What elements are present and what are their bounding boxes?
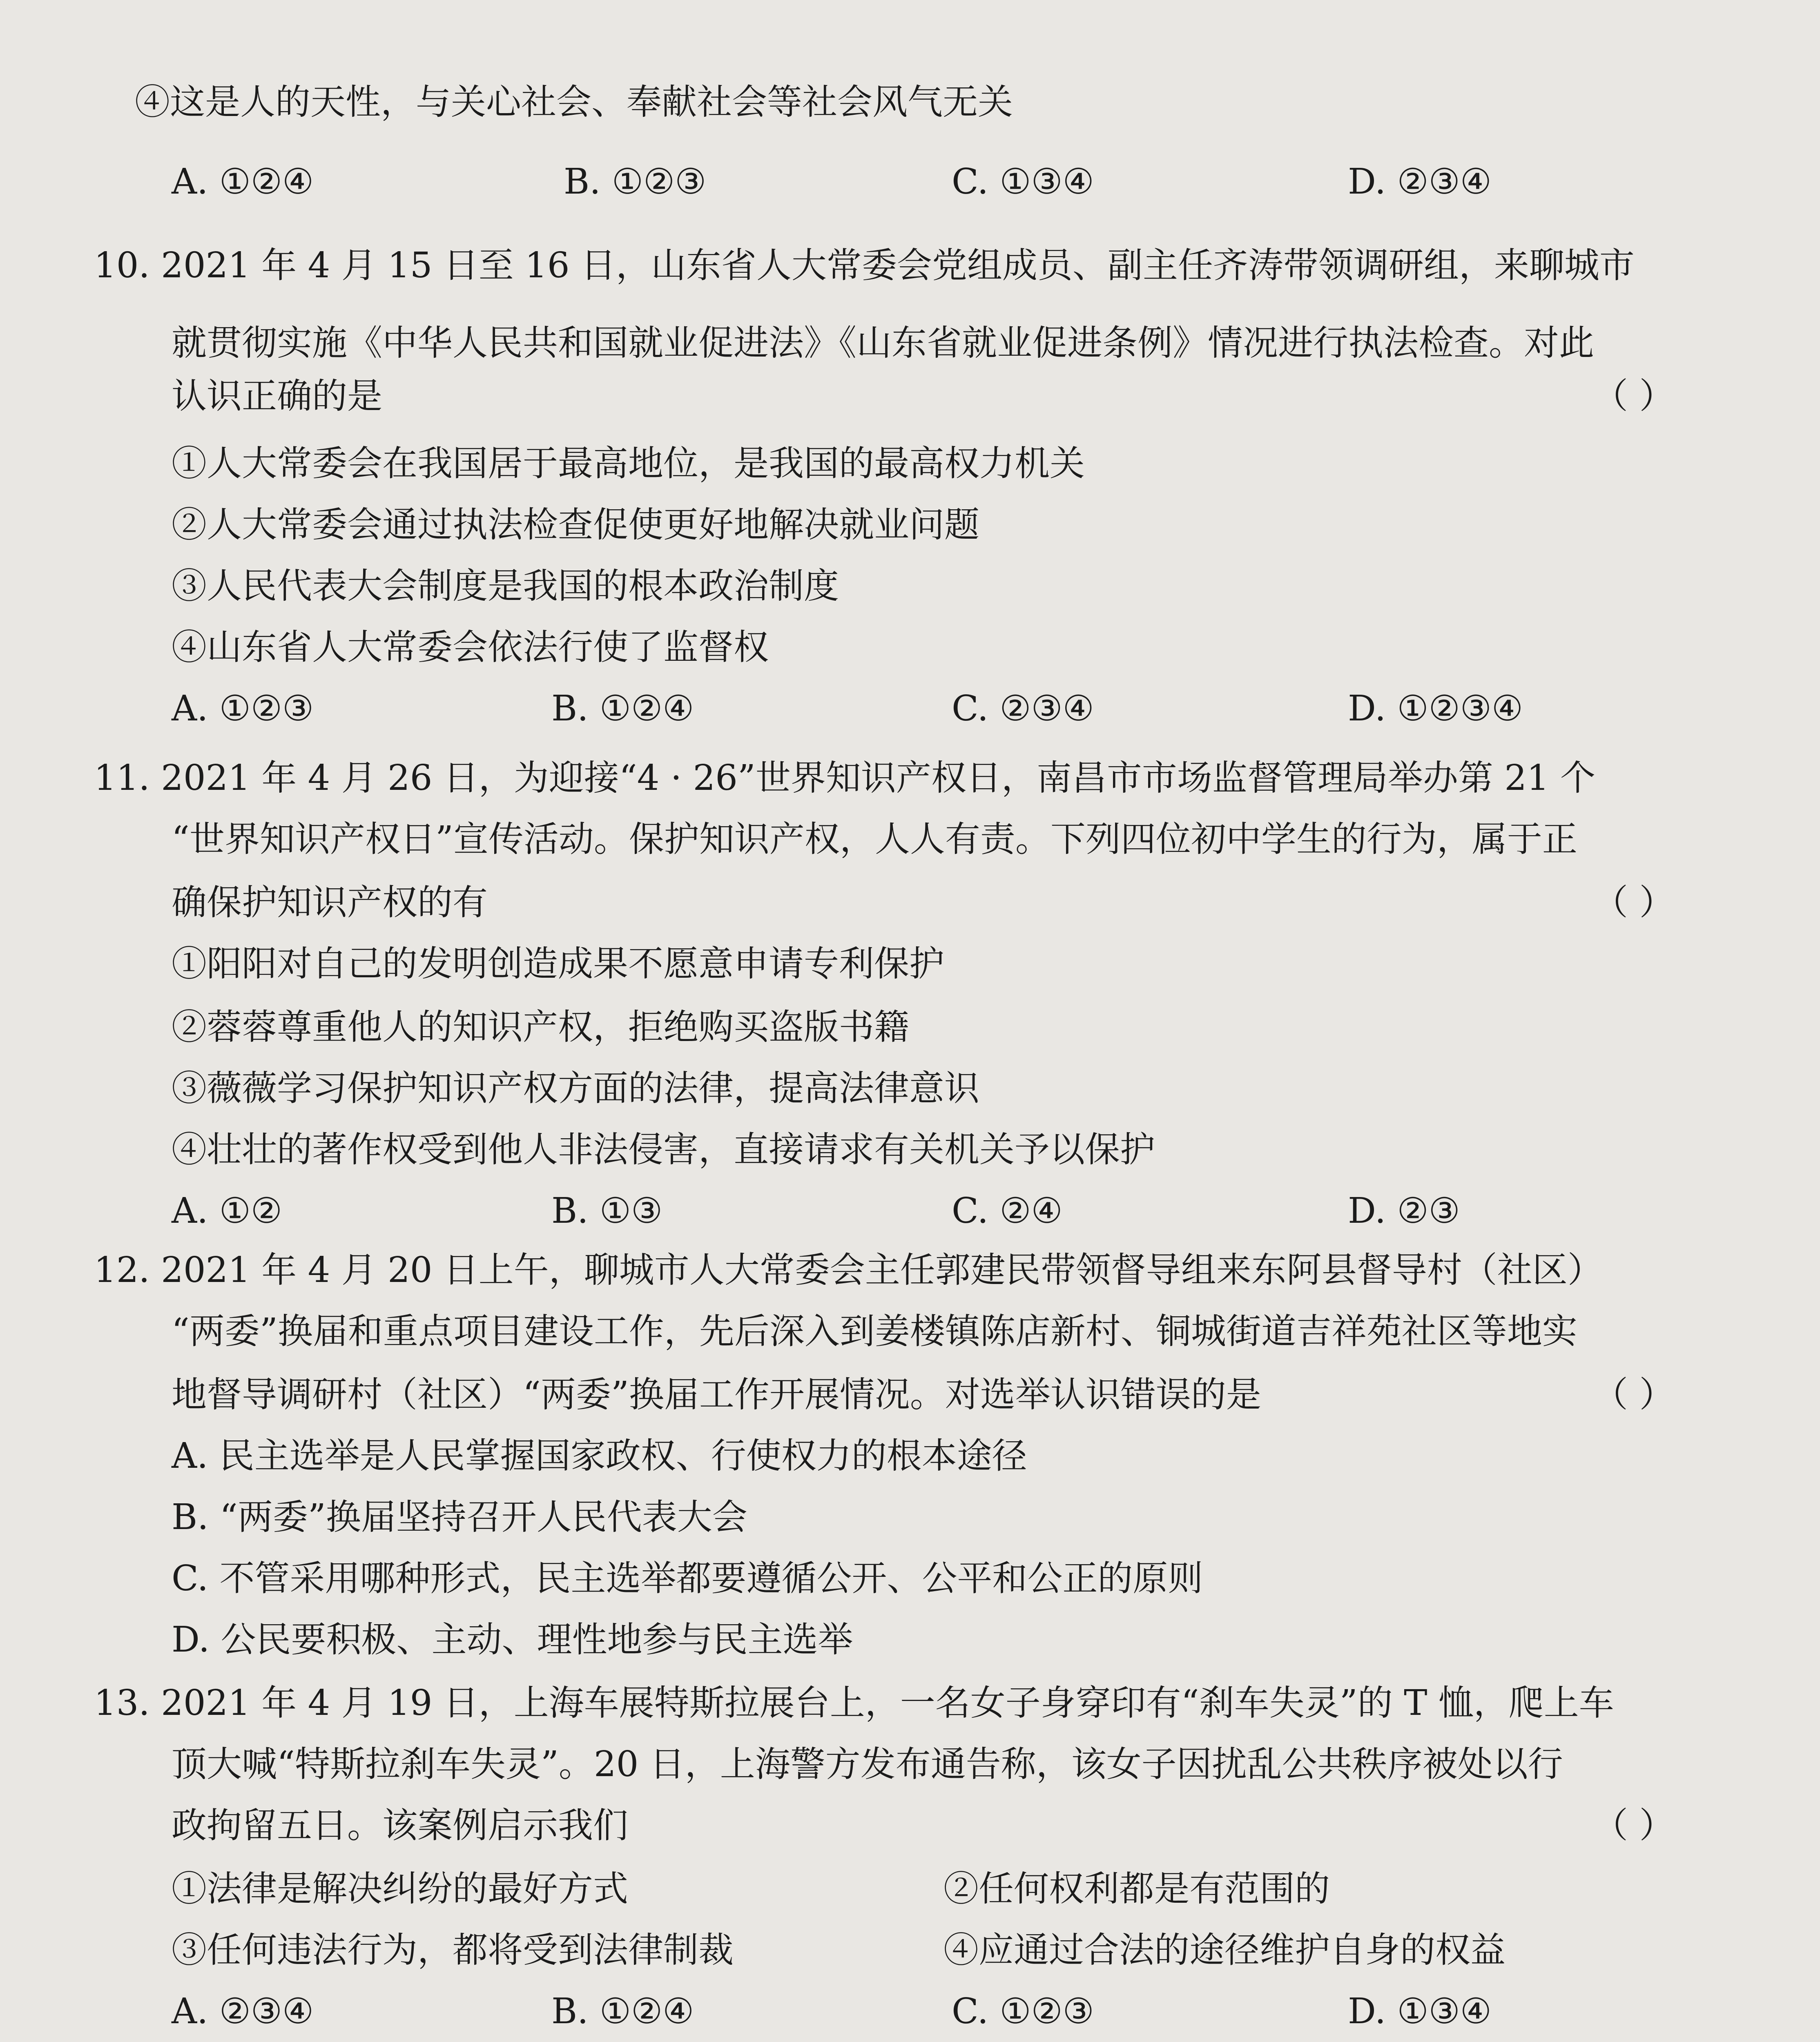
q12-stem-line-3: 地督导调研村（社区）“两委”换届工作开展情况。对选举认识错误的是 (172, 1374, 1261, 1415)
q13-statement-3: ③任何违法行为，都将受到法律制裁 (172, 1930, 734, 1971)
q13-option-a: A. ②③④ (172, 1991, 314, 2032)
q9-option-b: B. ①②③ (564, 161, 707, 202)
q10-statement-2: ②人大常委会通过执法检查促使更好地解决就业问题 (172, 504, 979, 545)
q11-statement-2: ②蓉蓉尊重他人的知识产权，拒绝购买盗版书籍 (172, 1007, 909, 1048)
q12-stem-line-2: “两委”换届和重点项目建设工作，先后深入到姜楼镇陈店新村、铜城街道吉祥苑社区等地实 (172, 1311, 1577, 1352)
q9-option-c: C. ①③④ (952, 161, 1094, 202)
q13-options (172, 1987, 1764, 2036)
q9-statement-4: ④这是人的天性，与关心社会、奉献社会等社会风气无关 (135, 82, 1013, 123)
q9-option-d: D. ②③④ (1348, 161, 1492, 202)
q11-stem-line-2: “世界知识产权日”宣传活动。保护知识产权，人人有责。下列四位初中学生的行为，属于正 (172, 819, 1577, 860)
q10-answer-bracket: （ ） (1593, 376, 1675, 417)
q11-statement-1: ①阳阳对自己的发明创造成果不愿意申请专利保护 (172, 943, 944, 984)
q10-option-a: A. ①②③ (172, 688, 314, 729)
q10-options (172, 684, 1764, 733)
q11-answer-bracket: （ ） (1593, 882, 1675, 923)
q12-option-a: A. 民主选举是人民掌握国家政权、行使权力的根本途径 (172, 1436, 1027, 1476)
q10-stem-line-3: 认识正确的是 (172, 376, 382, 417)
q13-statement-1: ①法律是解决纠纷的最好方式 (172, 1868, 628, 1909)
q13-option-b: B. ①②④ (551, 1991, 694, 2032)
q10-statement-3: ③人民代表大会制度是我国的根本政治制度 (172, 566, 839, 606)
q12-answer-bracket: （ ） (1593, 1374, 1675, 1415)
q10-option-b: B. ①②④ (551, 688, 694, 729)
q11-option-c: C. ②④ (952, 1190, 1063, 1231)
q11-stem-line-1: 11. 2021 年 4 月 26 日，为迎接“4 · 26”世界知识产权日，南昌市市场监督管理局举办第 21 个 (94, 758, 1595, 798)
q10-statement-4: ④山东省人大常委会依法行使了监督权 (172, 627, 769, 668)
q13-option-d: D. ①③④ (1348, 1991, 1492, 2032)
q13-stem-line-1: 13. 2021 年 4 月 19 日，上海车展特斯拉展台上，一名女子身穿印有“刹车失灵”的 T 恤，爬上车 (94, 1683, 1614, 1723)
q11-stem-line-3: 确保护知识产权的有 (172, 882, 488, 923)
q10-option-c: C. ②③④ (952, 688, 1094, 729)
q11-options (172, 1186, 1764, 1235)
q11-statement-3: ③薇薇学习保护知识产权方面的法律，提高法律意识 (172, 1068, 979, 1109)
q13-stem-line-2: 顶大喊“特斯拉刹车失灵”。20 日，上海警方发布通告称，该女子因扰乱公共秩序被处以行 (172, 1744, 1563, 1785)
q12-option-c: C. 不管采用哪种形式，民主选举都要遵循公开、公平和公正的原则 (172, 1558, 1203, 1599)
q11-option-d: D. ②③ (1348, 1190, 1460, 1231)
q13-option-c: C. ①②③ (952, 1991, 1094, 2032)
q12-option-d: D. 公民要积极、主动、理性地参与民主选举 (172, 1619, 853, 1660)
q12-stem-line-1: 12. 2021 年 4 月 20 日上午，聊城市人大常委会主任郭建民带领督导组来东阿县督导村（社区） (94, 1250, 1603, 1291)
q9-option-a: A. ①②④ (172, 161, 314, 202)
q13-statement-4: ④应通过合法的途径维护自身的权益 (943, 1930, 1506, 1971)
q13-stem-line-3: 政拘留五日。该案例启示我们 (172, 1805, 628, 1846)
q11-statement-4: ④壮壮的著作权受到他人非法侵害，直接请求有关机关予以保护 (172, 1129, 1155, 1170)
q10-option-d: D. ①②③④ (1348, 688, 1523, 729)
q9-options (172, 157, 1764, 206)
q13-answer-bracket: （ ） (1593, 1805, 1675, 1846)
q10-statement-1: ①人大常委会在我国居于最高地位，是我国的最高权力机关 (172, 443, 1085, 484)
q11-option-b: B. ①③ (551, 1190, 663, 1231)
q13-statement-2: ②任何权利都是有范围的 (943, 1868, 1330, 1909)
q12-option-b: B. “两委”换届坚持召开人民代表大会 (172, 1497, 747, 1538)
q10-stem-line-2: 就贯彻实施《中华人民共和国就业促进法》《山东省就业促进条例》情况进行执法检查。对此 (172, 323, 1594, 363)
q10-stem-line-1: 10. 2021 年 4 月 15 日至 16 日，山东省人大常委会党组成员、副主任齐涛带领调研组，来聊城市 (94, 245, 1635, 286)
q11-option-a: A. ①② (172, 1190, 282, 1231)
